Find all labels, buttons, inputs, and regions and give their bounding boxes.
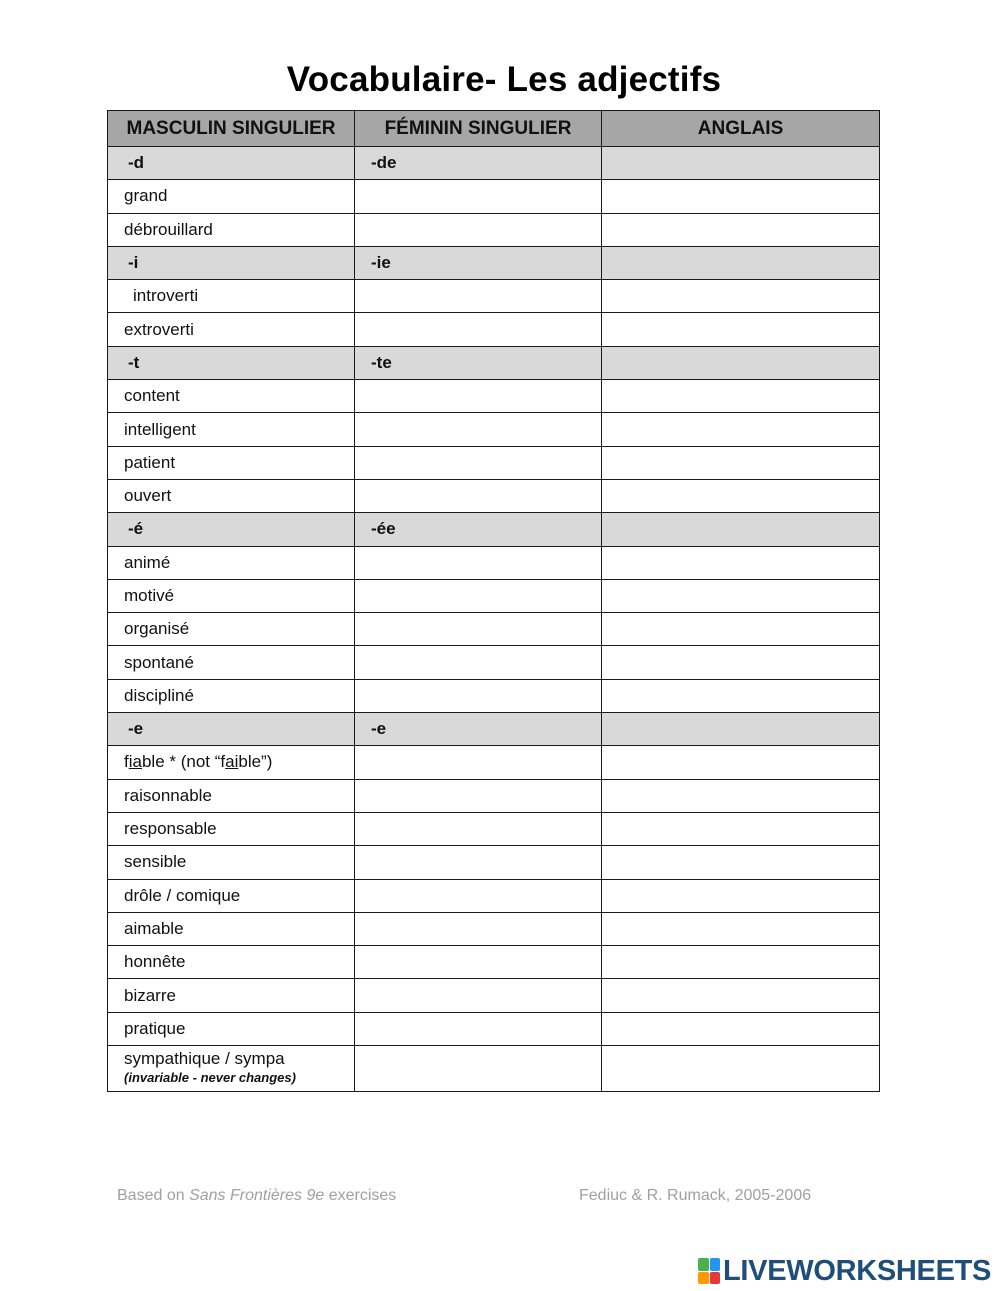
adjective-text: spontané — [124, 652, 194, 672]
feminine-answer-cell[interactable] — [355, 1046, 602, 1092]
english-answer-cell[interactable] — [602, 979, 880, 1012]
english-answer-cell[interactable] — [602, 679, 880, 712]
liveworksheets-logo[interactable] — [698, 1256, 991, 1286]
english-answer-cell[interactable] — [602, 746, 880, 779]
adjective-text: discipliné — [124, 685, 194, 705]
adjective-text: ouvert — [124, 486, 172, 506]
table-row — [108, 979, 880, 1012]
english-answer-cell[interactable] — [602, 879, 880, 912]
masculine-adjective — [108, 180, 355, 213]
adjective-text: content — [124, 386, 180, 406]
masculine-ending — [108, 713, 355, 746]
english-answer-cell[interactable] — [602, 546, 880, 579]
feminine-answer-cell[interactable] — [355, 979, 602, 1012]
table-row — [108, 646, 880, 679]
logo-block-l — [698, 1258, 709, 1271]
table-row — [108, 613, 880, 646]
vocabulary-table — [107, 110, 880, 1092]
masculine-adjective — [108, 613, 355, 646]
logo-block-v — [698, 1272, 709, 1285]
feminine-ending: -te — [355, 346, 602, 379]
english-answer-cell[interactable] — [602, 1046, 880, 1092]
adjective-text: pratique — [124, 1018, 186, 1038]
masculine-adjective — [108, 912, 355, 945]
ending-group-row — [108, 147, 880, 180]
table-row — [108, 313, 880, 346]
footer-source — [117, 1187, 396, 1205]
table-row — [108, 180, 880, 213]
masculine-adjective — [108, 846, 355, 879]
logo-block-i — [710, 1258, 721, 1271]
feminine-answer-cell[interactable] — [355, 313, 602, 346]
ending-group-row — [108, 713, 880, 746]
english-answer-cell — [602, 713, 880, 746]
english-answer-cell — [602, 246, 880, 279]
masculine-adjective — [108, 579, 355, 612]
masculine-ending — [108, 346, 355, 379]
table-row — [108, 879, 880, 912]
adjective-text: grand — [124, 186, 168, 206]
english-answer-cell[interactable] — [602, 213, 880, 246]
masculine-adjective — [108, 1046, 355, 1092]
adjective-text: responsable — [124, 819, 217, 839]
feminine-ending: -ée — [355, 513, 602, 546]
english-answer-cell[interactable] — [602, 413, 880, 446]
vocabulary-rows — [108, 147, 880, 1092]
adjective-text: honnête — [124, 952, 186, 972]
feminine-ending: -de — [355, 147, 602, 180]
english-answer-cell[interactable] — [602, 912, 880, 945]
adjective-text: raisonnable — [124, 785, 212, 805]
masculine-adjective — [108, 879, 355, 912]
english-answer-cell[interactable] — [602, 646, 880, 679]
feminine-ending: -ie — [355, 246, 602, 279]
table-row — [108, 812, 880, 845]
adjective-text: bizarre — [124, 985, 176, 1005]
table-row — [108, 380, 880, 413]
brand-logo-icon — [698, 1258, 720, 1284]
masculine-adjective — [108, 280, 355, 313]
english-answer-cell[interactable] — [602, 579, 880, 612]
masculine-adjective — [108, 646, 355, 679]
english-answer-cell[interactable] — [602, 446, 880, 479]
feminine-answer-cell[interactable] — [355, 912, 602, 945]
adjective-text: motivé — [124, 586, 175, 605]
feminine-answer-cell[interactable] — [355, 779, 602, 812]
english-answer-cell[interactable] — [602, 779, 880, 812]
adjective-text: -t — [128, 352, 140, 372]
adjective-text: -é — [128, 519, 144, 539]
feminine-answer-cell[interactable] — [355, 679, 602, 712]
adjective-text: sensible — [124, 852, 187, 872]
english-answer-cell — [602, 147, 880, 180]
masculine-adjective — [108, 812, 355, 845]
table-row — [108, 213, 880, 246]
header-masculin: MASCULIN SINGULIER — [108, 111, 355, 147]
footer-prefix: Based on — [117, 1187, 190, 1204]
masculine-adjective — [108, 746, 355, 779]
adjective-text: extroverti — [124, 319, 194, 339]
masculine-adjective — [108, 679, 355, 712]
feminine-answer-cell[interactable] — [355, 579, 602, 612]
invariable-note: (invariable - never changes) — [124, 1070, 296, 1086]
table-row — [108, 679, 880, 712]
table-row — [108, 479, 880, 512]
english-answer-cell[interactable] — [602, 313, 880, 346]
adjective-text: -e — [128, 719, 144, 739]
english-answer-cell — [602, 346, 880, 379]
adjective-text: aimable — [124, 918, 184, 938]
adjective-text: débrouillard — [124, 219, 213, 239]
table-row — [108, 846, 880, 879]
feminine-answer-cell[interactable] — [355, 746, 602, 779]
masculine-ending — [108, 147, 355, 180]
adjective-text: fiable * (not “faible”) — [124, 752, 273, 772]
table-header-row — [108, 111, 880, 147]
feminine-answer-cell[interactable] — [355, 446, 602, 479]
ending-group-row — [108, 246, 880, 279]
feminine-ending: -e — [355, 713, 602, 746]
adjective-text: intelligent — [124, 419, 196, 439]
footer-suffix: exercises — [324, 1187, 397, 1204]
english-answer-cell[interactable] — [602, 380, 880, 413]
masculine-adjective — [108, 479, 355, 512]
feminine-answer-cell[interactable] — [355, 879, 602, 912]
english-answer-cell[interactable] — [602, 280, 880, 313]
masculine-adjective — [108, 413, 355, 446]
adjective-text: patient — [124, 452, 176, 472]
table-row — [108, 1012, 880, 1045]
table-row — [108, 579, 880, 612]
masculine-ending — [108, 513, 355, 546]
adjective-text: -i — [128, 253, 139, 273]
english-answer-cell[interactable] — [602, 613, 880, 646]
feminine-answer-cell[interactable] — [355, 1012, 602, 1045]
masculine-adjective — [108, 779, 355, 812]
table-row — [108, 946, 880, 979]
table-row — [108, 280, 880, 313]
table-row — [108, 1046, 880, 1092]
adjective-text: introverti — [133, 286, 199, 306]
masculine-adjective — [108, 313, 355, 346]
adjective-text: animé — [124, 552, 171, 572]
english-answer-cell[interactable] — [602, 812, 880, 845]
feminine-answer-cell[interactable] — [355, 213, 602, 246]
english-answer-cell[interactable] — [602, 1012, 880, 1045]
adjective-text: drôle / comique — [124, 885, 241, 905]
masculine-ending — [108, 246, 355, 279]
feminine-answer-cell[interactable] — [355, 646, 602, 679]
masculine-adjective — [108, 946, 355, 979]
feminine-answer-cell[interactable] — [355, 812, 602, 845]
table-row — [108, 413, 880, 446]
footer-authors: Fediuc & R. Rumack, 2005-2006 — [579, 1187, 812, 1204]
table-row — [108, 446, 880, 479]
feminine-answer-cell[interactable] — [355, 846, 602, 879]
feminine-answer-cell[interactable] — [355, 380, 602, 413]
masculine-adjective — [108, 213, 355, 246]
ending-group-row — [108, 346, 880, 379]
masculine-adjective — [108, 546, 355, 579]
table-row — [108, 912, 880, 945]
table-row — [108, 779, 880, 812]
table-row — [108, 546, 880, 579]
logo-block-e — [710, 1272, 721, 1285]
feminine-answer-cell[interactable] — [355, 180, 602, 213]
feminine-answer-cell[interactable] — [355, 479, 602, 512]
ending-group-row — [108, 513, 880, 546]
page-title: Vocabulaire- Les adjectifs — [286, 60, 722, 99]
feminine-answer-cell[interactable] — [355, 546, 602, 579]
adjective-text: sympathique / sympa — [124, 1049, 285, 1069]
masculine-adjective — [108, 1012, 355, 1045]
masculine-adjective — [108, 979, 355, 1012]
english-answer-cell[interactable] — [602, 846, 880, 879]
brand-text: LIVEWORKSHEETS — [723, 1254, 992, 1287]
table-row — [108, 746, 880, 779]
english-answer-cell[interactable] — [602, 946, 880, 979]
header-anglais: ANGLAIS — [602, 111, 880, 147]
masculine-adjective — [108, 446, 355, 479]
feminine-answer-cell[interactable] — [355, 280, 602, 313]
masculine-adjective — [108, 380, 355, 413]
adjective-text: organisé — [124, 619, 190, 639]
english-answer-cell — [602, 513, 880, 546]
english-answer-cell[interactable] — [602, 180, 880, 213]
footer-book-title: Sans Frontières 9e — [189, 1187, 325, 1204]
feminine-answer-cell[interactable] — [355, 946, 602, 979]
english-answer-cell[interactable] — [602, 479, 880, 512]
feminine-answer-cell[interactable] — [355, 413, 602, 446]
feminine-answer-cell[interactable] — [355, 613, 602, 646]
header-feminin: FÉMININ SINGULIER — [355, 111, 602, 147]
adjective-text: -d — [128, 153, 145, 173]
